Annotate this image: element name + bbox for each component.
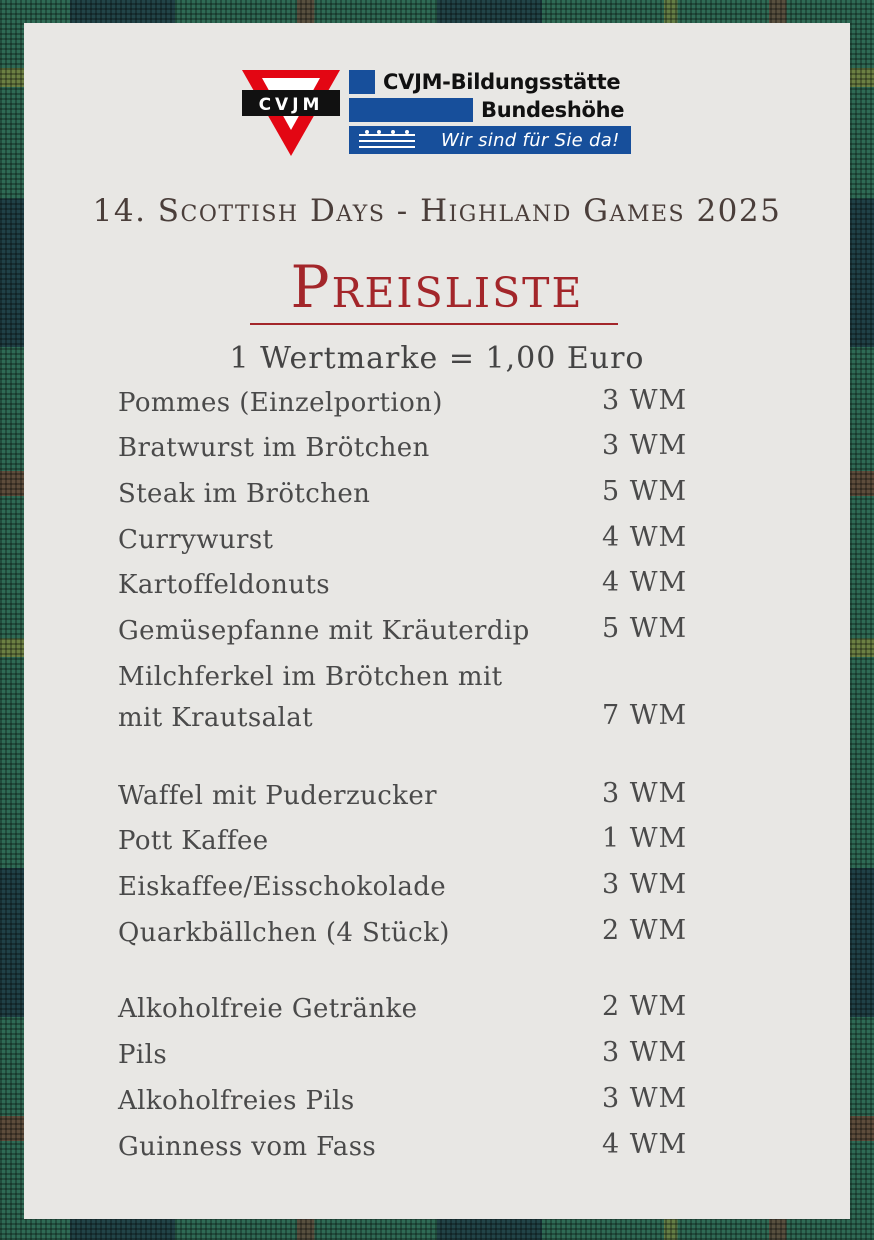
- org-line2: Bundeshöhe: [481, 98, 625, 122]
- menu-item-name: Kartoffeldonuts: [118, 570, 330, 600]
- page-title: Preisliste: [290, 253, 584, 321]
- cvjm-mark-text: CVJM: [258, 95, 324, 115]
- menu-item-name: Quarkbällchen (4 Stück): [118, 918, 450, 948]
- title-underline: [250, 323, 618, 325]
- menu-item-price: 3 WM: [602, 430, 688, 461]
- menu-item-price: 4 WM: [602, 1129, 688, 1160]
- logo: [242, 68, 642, 180]
- menu-item-name: Eiskaffee/Eisschokolade: [118, 872, 447, 902]
- menu-item-price: 3 WM: [602, 385, 688, 416]
- menu-item-price: 3 WM: [602, 778, 688, 809]
- menu-item-price: 2 WM: [602, 991, 688, 1022]
- menu-item-price: 3 WM: [602, 1037, 688, 1068]
- menu-item-price: 5 WM: [602, 613, 688, 644]
- menu-item-price: 4 WM: [602, 522, 688, 553]
- org-line1: CVJM-Bildungsstätte: [383, 70, 621, 94]
- menu-item-price: 3 WM: [602, 1083, 688, 1114]
- menu-item-price: 3 WM: [602, 869, 688, 900]
- menu-item-name: Pott Kaffee: [118, 826, 269, 856]
- menu-item-name: Pils: [118, 1040, 168, 1070]
- menu-item-price: 7 WM: [602, 700, 688, 731]
- menu-item-price: 4 WM: [602, 567, 688, 598]
- price-list-card: [24, 23, 850, 1219]
- menu-item-name: Alkoholfreie Getränke: [118, 994, 418, 1024]
- menu-item-price: 5 WM: [602, 476, 688, 507]
- org-block-icon: [349, 98, 473, 122]
- menu-item-name: Milchferkel im Brötchen mit: [118, 662, 503, 692]
- menu-item-price: 1 WM: [602, 823, 688, 854]
- menu-item-price: 2 WM: [602, 915, 688, 946]
- menu-item-name: Guinness vom Fass: [118, 1132, 377, 1162]
- wave-lines-icon: [349, 126, 429, 154]
- exchange-rate: 1 Wertmarke = 1,00 Euro: [229, 341, 645, 376]
- menu-item-name: Waffel mit Puderzucker: [118, 781, 437, 811]
- org-name: [349, 68, 631, 154]
- menu-item-name: Pommes (Einzelportion): [118, 388, 443, 418]
- org-block-icon: [349, 70, 375, 94]
- menu-item-name: Bratwurst im Brötchen: [118, 433, 430, 463]
- tagline: Wir sind für Sie da!: [441, 129, 620, 151]
- tagline-bar: [349, 126, 631, 154]
- menu-item-name: Currywurst: [118, 525, 274, 555]
- menu-item-name: Steak im Brötchen: [118, 479, 371, 509]
- menu-item-name-continued: mit Krautsalat: [118, 703, 313, 733]
- event-title: 14. Scottish Days - Highland Games 2025: [92, 193, 782, 229]
- menu-item-name: Gemüsepfanne mit Kräuterdip: [118, 616, 530, 646]
- menu-item-name: Alkoholfreies Pils: [118, 1086, 355, 1116]
- cvjm-triangle-icon: [242, 68, 340, 158]
